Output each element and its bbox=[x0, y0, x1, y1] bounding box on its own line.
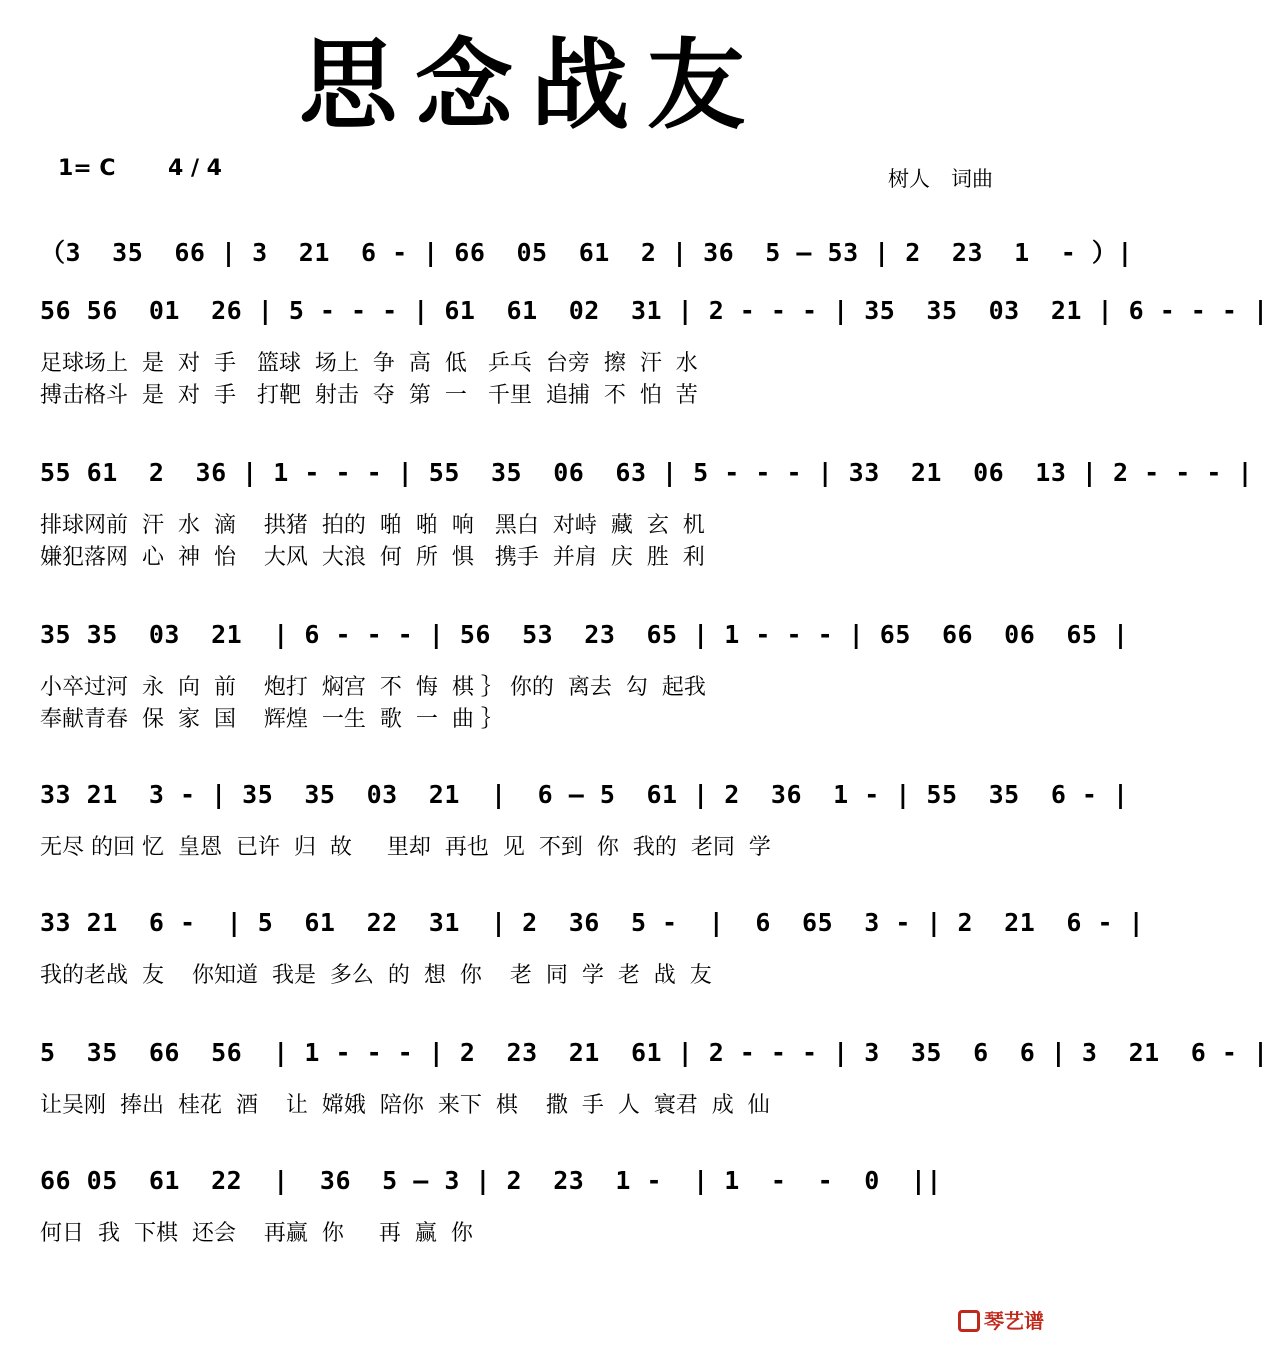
lyric-line: 我的老战 友 你知道 我是 多么 的 想 你 老 同 学 老 战 友 bbox=[40, 963, 712, 988]
lyric-line: 搏击格斗 是 对 手 打靶 射击 夺 第 一 千里 追捕 不 怕 苦 bbox=[40, 383, 698, 408]
song-title: 思念战友 bbox=[298, 29, 763, 143]
notation-line: 33 21 6 - | 5 61 22 31 | 2 36 5 - | 6 65 3 - | 2 21 6 - | bbox=[40, 908, 1145, 937]
notation-line: 35 35 03 21 | 6 - - - | 56 53 23 65 | 1 - - - | 65 66 06 65 | bbox=[40, 620, 1129, 649]
lyric-line: 无尽 的回 忆 皇恩 已许 归 故 里却 再也 见 不到 你 我的 老同 学 bbox=[40, 835, 771, 860]
notation-line: 33 21 3 - | 35 35 03 21 | 6 – 5 61 | 2 36 1 - | 55 35 6 - | bbox=[40, 780, 1129, 809]
lyric-line: 足球场上 是 对 手 篮球 场上 争 高 低 乒乓 台旁 擦 汗 水 bbox=[40, 351, 698, 376]
notation-line: 55 61 2 36 | 1 - - - | 55 35 06 63 | 5 - - - | 33 21 06 13 | 2 - - - | bbox=[40, 458, 1253, 487]
logo-mark-icon bbox=[958, 1310, 980, 1332]
lyric-line: 嫌犯落网 心 神 怡 大风 大浪 何 所 惧 携手 并肩 庆 胜 利 bbox=[40, 545, 705, 570]
lyric-line: 排球网前 汗 水 滴 拱猪 拍的 啪 啪 响 黑白 对峙 藏 玄 机 bbox=[40, 513, 705, 538]
lyric-line: 让吴刚 捧出 桂花 酒 让 嫦娥 陪你 来下 棋 撒 手 人 寰君 成 仙 bbox=[40, 1093, 770, 1118]
key-signature: 1= C bbox=[58, 156, 116, 181]
notation-line: 66 05 61 22 | 36 5 – 3 | 2 23 1 - | 1 - - 0 || bbox=[40, 1166, 942, 1195]
lyric-line: 何日 我 下棋 还会 再赢 你 再 赢 你 bbox=[40, 1221, 473, 1246]
lyric-line: 奉献青春 保 家 国 辉煌 一生 歌 一 曲 ｝ bbox=[40, 707, 503, 732]
logo-text: 琴艺谱 bbox=[984, 1309, 1044, 1333]
notation-line: 56 56 01 26 | 5 - - - | 61 61 02 31 | 2 - - - | 35 35 03 21 | 6 - - - | bbox=[40, 296, 1269, 325]
notation-line: （3 35 66 | 3 21 6 - | 66 05 61 2 | 36 5 – 53 | 2 23 1 - ）| bbox=[40, 238, 1133, 267]
site-logo bbox=[958, 1305, 1044, 1334]
time-signature: 4 / 4 bbox=[168, 156, 222, 181]
lyric-line: 小卒过河 永 向 前 炮打 焖宫 不 悔 棋 ｝ 你的 离去 勾 起我 bbox=[40, 675, 706, 700]
notation-line: 5 35 66 56 | 1 - - - | 2 23 21 61 | 2 - - - | 3 35 6 6 | 3 21 6 - | bbox=[40, 1038, 1269, 1067]
author-credit: 树人 词曲 bbox=[888, 167, 993, 191]
